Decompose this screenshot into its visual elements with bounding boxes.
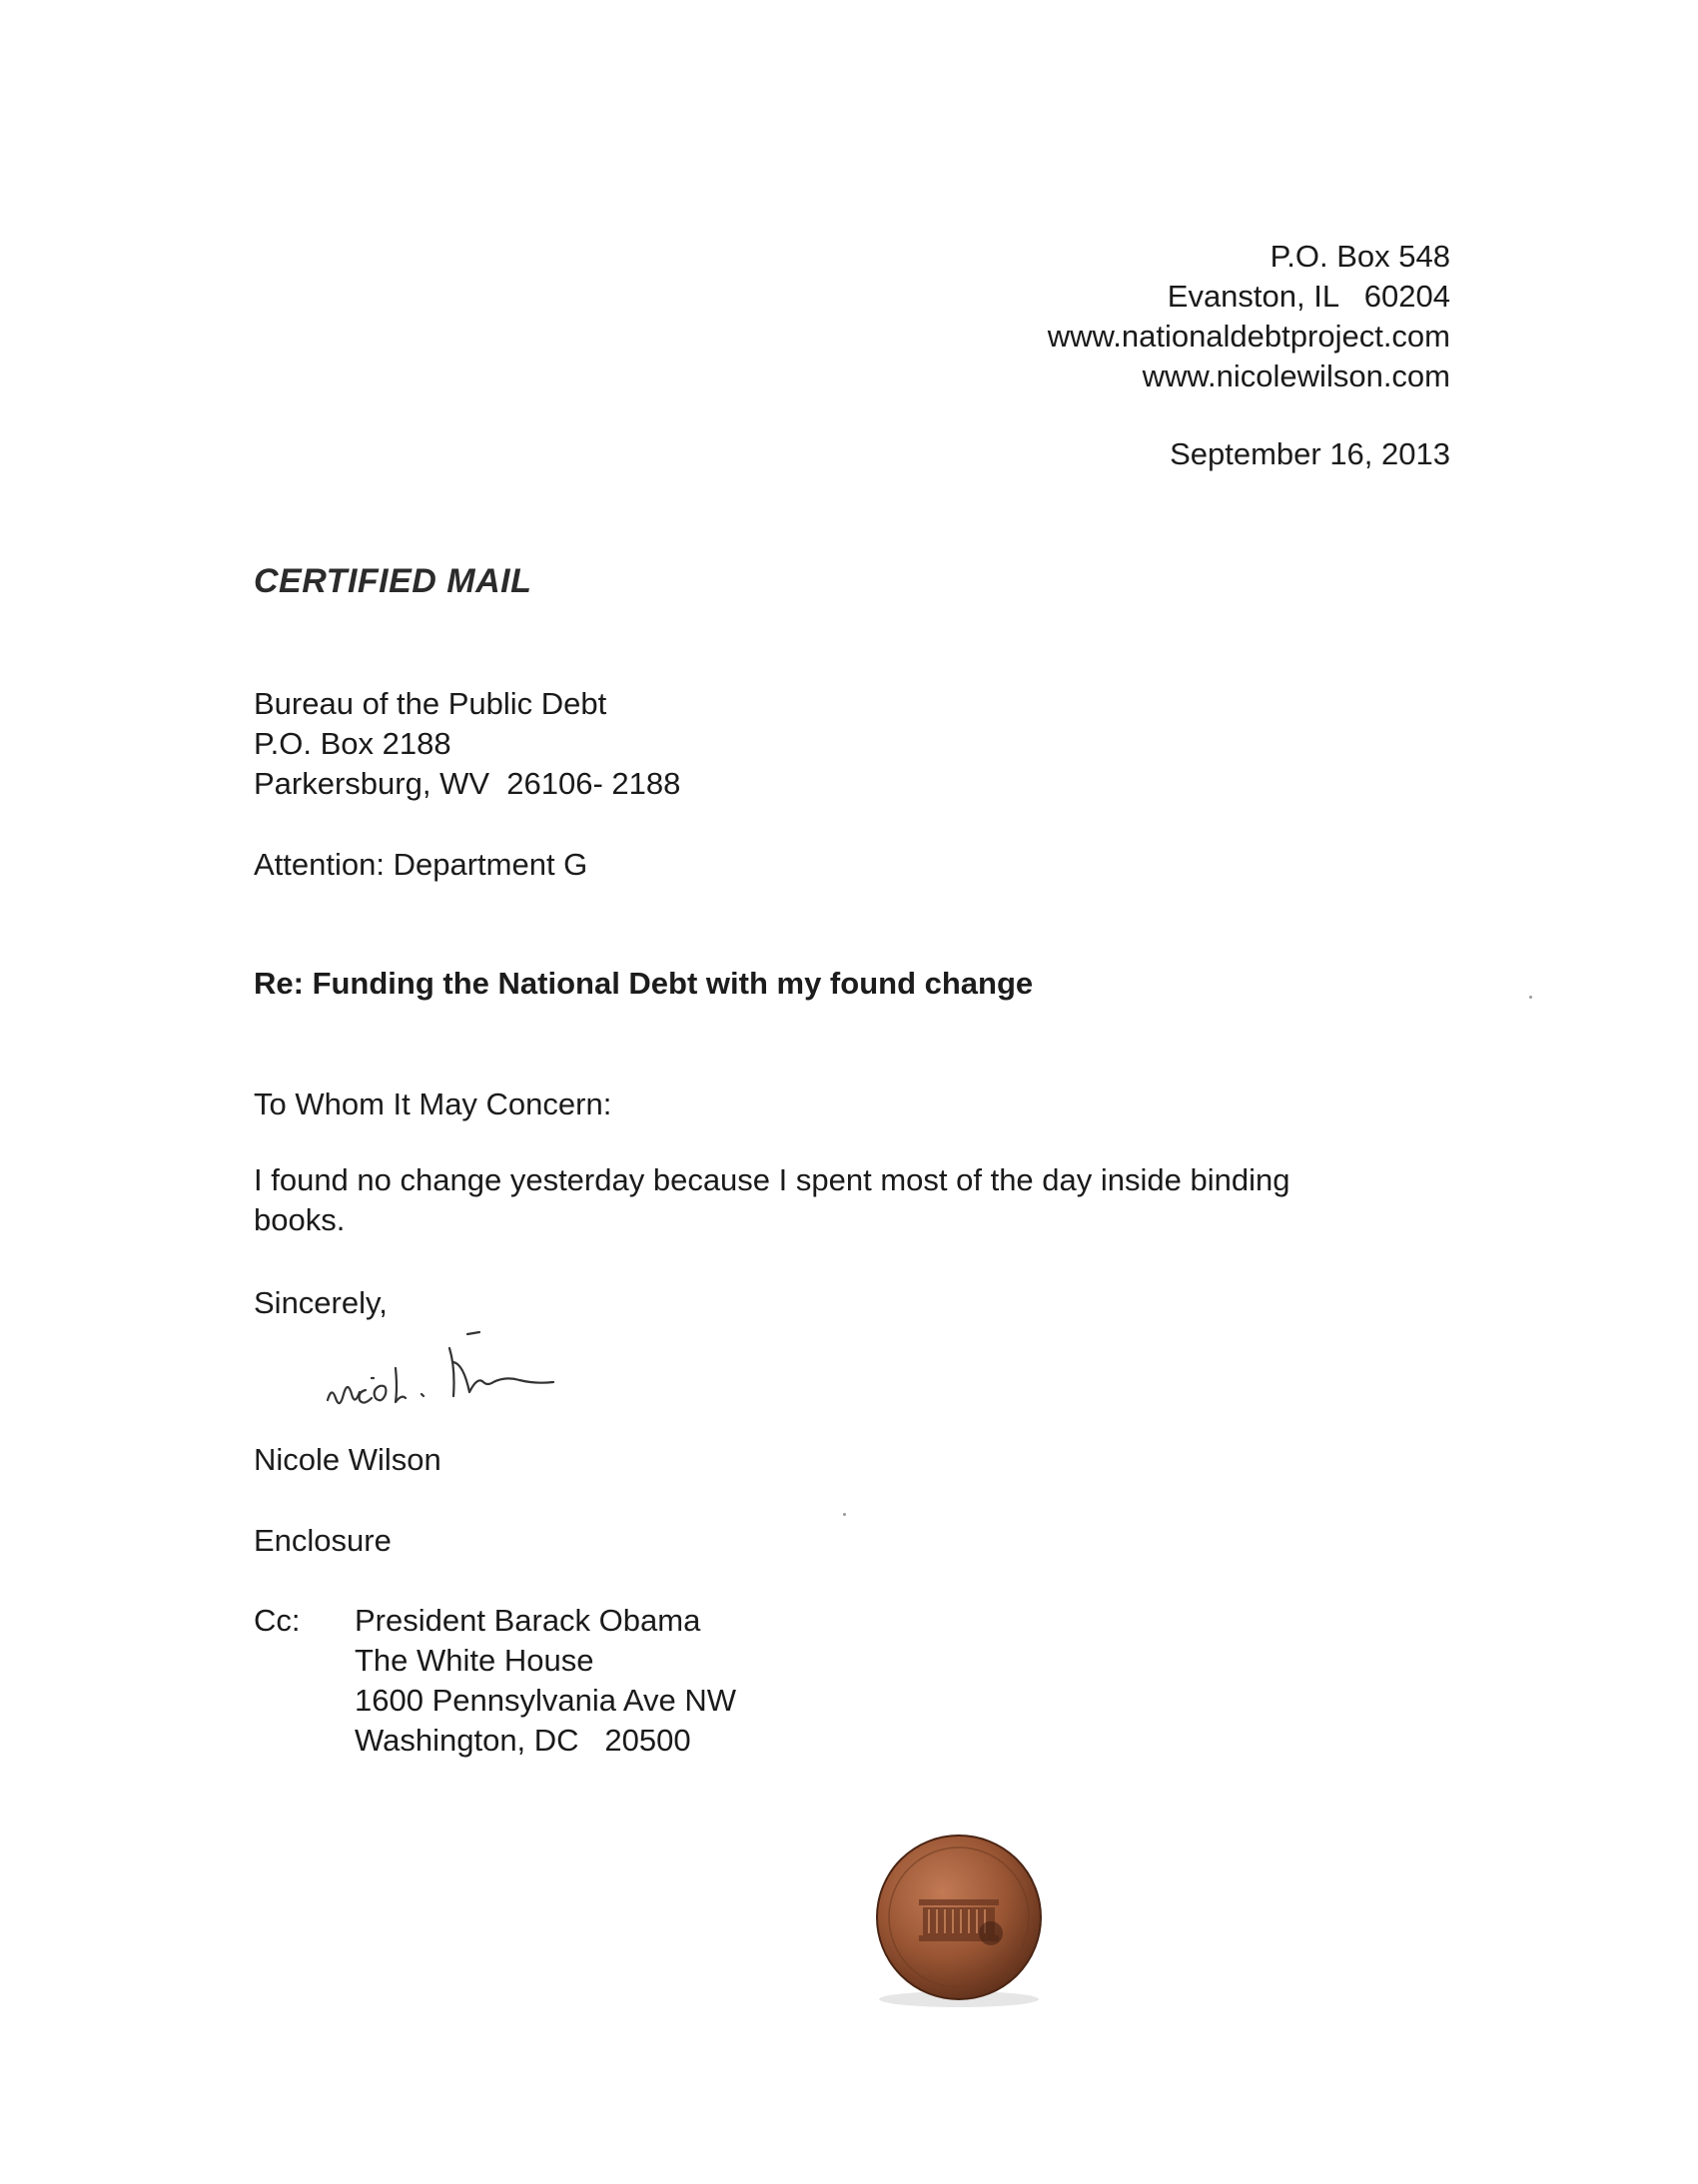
recipient-city-state-zip: Parkersburg, WV 26106- 2188	[254, 766, 681, 801]
cc-address-line-2: 1600 Pennsylvania Ave NW	[355, 1683, 736, 1718]
sender-website-2: www.nicolewilson.com	[1142, 359, 1450, 393]
subject-line: Re: Funding the National Debt with my found change	[254, 966, 1034, 1001]
cc-address-line-1: The White House	[355, 1643, 594, 1678]
sender-city-state-zip: Evanston, IL 60204	[1167, 279, 1450, 314]
salutation: To Whom It May Concern:	[254, 1087, 612, 1121]
paper-speck	[1529, 996, 1532, 999]
letter-date: September 16, 2013	[1170, 436, 1450, 471]
recipient-address-block	[254, 684, 680, 804]
sender-address-block	[751, 237, 1450, 396]
sender-po-box: P.O. Box 548	[1270, 239, 1450, 274]
cc-address-block	[355, 1601, 736, 1761]
penny-coin-image	[869, 1829, 1049, 2009]
letter-body: I found no change yesterday because I spent most of the day inside binding books.	[254, 1162, 1290, 1237]
cc-name: President Barack Obama	[355, 1603, 701, 1638]
certified-mail-heading: CERTIFIED MAIL	[254, 562, 532, 600]
signer-name: Nicole Wilson	[254, 1442, 441, 1477]
enclosure-notation: Enclosure	[254, 1523, 392, 1558]
sender-website-1: www.nationaldebtproject.com	[1047, 319, 1450, 354]
closing: Sincerely,	[254, 1285, 388, 1320]
paper-speck	[843, 1513, 846, 1516]
recipient-name: Bureau of the Public Debt	[254, 686, 607, 721]
recipient-po-box: P.O. Box 2188	[254, 726, 451, 761]
cc-label: Cc:	[254, 1603, 301, 1638]
attention-line: Attention: Department G	[254, 847, 588, 882]
cc-address-line-3: Washington, DC 20500	[355, 1723, 691, 1758]
handwritten-signature	[318, 1308, 657, 1418]
